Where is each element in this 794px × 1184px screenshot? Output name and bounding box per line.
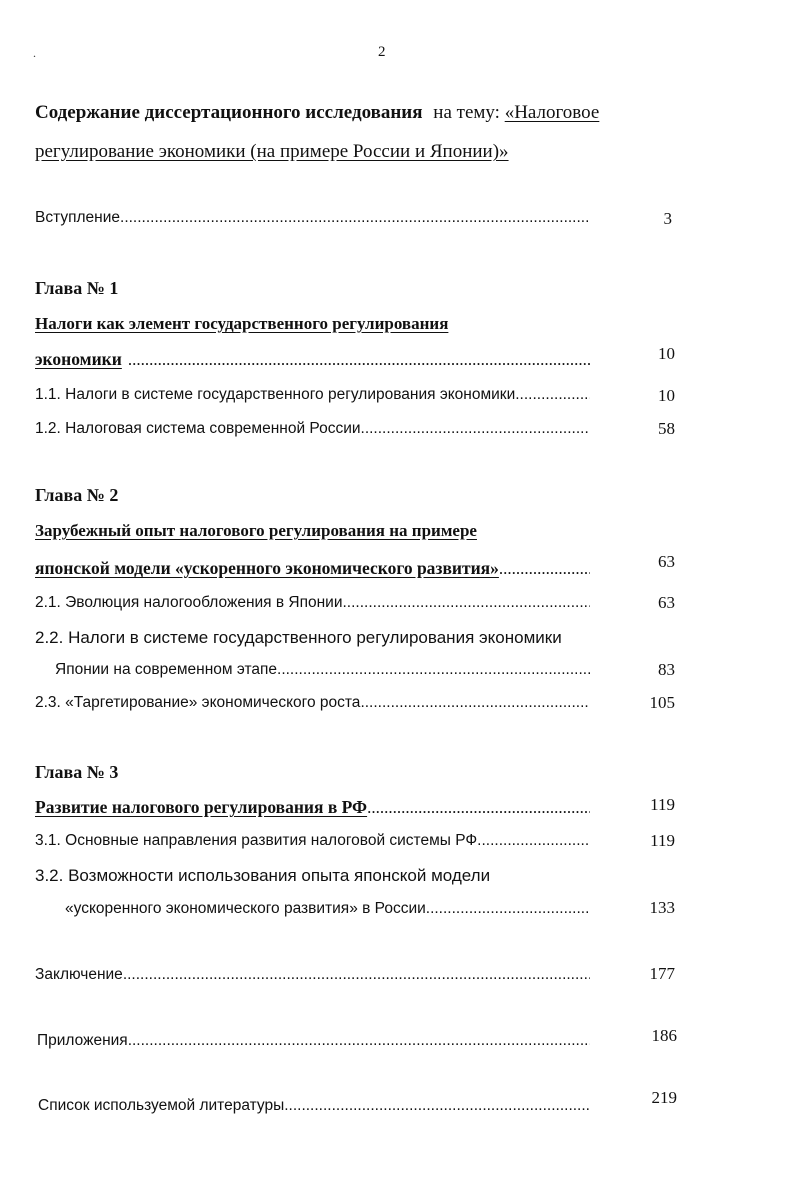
toc-section-2-2-line2 xyxy=(55,661,590,679)
toc-section-2-2-line1: 2.2. Налоги в системе государственного регулирования экономики xyxy=(35,628,562,647)
title-bold: Содержание диссертационного исследования xyxy=(35,102,423,123)
page-number: 2 xyxy=(378,44,386,60)
leader-dots xyxy=(123,966,590,984)
section-3-2-page: 133 xyxy=(649,898,675,917)
section-1-1-page: 10 xyxy=(658,386,675,405)
title-underlined-1: «Налоговое xyxy=(504,102,600,123)
title-line-2: регулирование экономики (на примере России и Японии)» xyxy=(35,141,509,162)
chapter3-title-text: Развитие налогового регулирования в РФ xyxy=(35,797,368,817)
toc-section-3-1 xyxy=(35,832,590,850)
section-3-1-page: 119 xyxy=(650,831,675,850)
toc-appendices xyxy=(37,1032,590,1050)
leader-dots xyxy=(120,209,590,227)
chapter1-heading: Глава № 1 xyxy=(35,278,119,298)
leader-dots xyxy=(128,1032,590,1050)
toc-bibliography-label: Список используемой литературы xyxy=(38,1097,285,1114)
leader-dots xyxy=(128,350,590,370)
toc-section-2-1 xyxy=(35,594,590,612)
chapter2-title-line1: Зарубежный опыт налогового регулирования на примере xyxy=(35,521,477,540)
section-label: 1.2. Налоговая система современной России xyxy=(35,420,361,437)
chapter2-title-line2-text: японской модели «ускоренного экономического развития» xyxy=(35,558,499,578)
section-2-3-page: 105 xyxy=(649,693,675,712)
leader-dots xyxy=(499,559,590,579)
leader-dots xyxy=(343,594,591,612)
chapter2-heading: Глава № 2 xyxy=(35,485,119,505)
leader-dots xyxy=(515,386,590,404)
chapter3-heading: Глава № 3 xyxy=(35,762,119,782)
toc-section-1-2 xyxy=(35,420,590,438)
toc-appendices-page: 186 xyxy=(651,1026,677,1045)
leader-dots xyxy=(277,661,590,679)
toc-section-1-1 xyxy=(35,386,590,404)
chapter3-title xyxy=(35,797,590,818)
section-label: 2.3. «Таргетирование» экономического роста xyxy=(35,694,361,711)
chapter3-title-page: 119 xyxy=(650,795,675,814)
section-1-2-page: 58 xyxy=(658,419,675,438)
toc-conclusion-page: 177 xyxy=(649,964,675,983)
section-label: Японии на современном этапе xyxy=(55,661,278,678)
stray-mark: . xyxy=(33,46,36,60)
leader-dots xyxy=(360,694,590,712)
chapter1-title-line2 xyxy=(35,349,590,370)
toc-intro xyxy=(35,209,590,227)
section-2-1-page: 63 xyxy=(658,593,675,612)
chapter1-title-page: 10 xyxy=(658,344,675,363)
toc-section-2-3 xyxy=(35,694,590,712)
section-label: 3.1. Основные направления развития налоговой системы РФ xyxy=(35,832,478,849)
toc-intro-page: 3 xyxy=(663,209,672,228)
section-label: 1.1. Налоги в системе государственного регулирования экономики xyxy=(35,386,516,403)
toc-conclusion xyxy=(35,966,590,984)
chapter2-title-line2 xyxy=(35,558,590,579)
toc-section-3-2-line2 xyxy=(65,900,590,918)
leader-dots xyxy=(284,1097,590,1115)
title-mid: на тему: xyxy=(433,102,500,123)
toc-conclusion-label: Заключение xyxy=(35,966,123,983)
toc-intro-label: Вступление xyxy=(35,209,121,226)
toc-appendices-label: Приложения xyxy=(37,1032,128,1049)
leader-dots xyxy=(367,798,590,818)
chapter2-title-page: 63 xyxy=(658,552,675,571)
toc-bibliography xyxy=(38,1097,590,1115)
toc-bibliography-page: 219 xyxy=(651,1088,677,1107)
chapter1-title-line2-text: экономики xyxy=(35,349,122,369)
leader-dots xyxy=(426,900,590,918)
chapter1-title-line1: Налоги как элемент государственного регулирования xyxy=(35,314,449,333)
section-label: «ускоренного экономического развития» в России xyxy=(65,900,426,917)
leader-dots xyxy=(477,832,590,850)
section-label: 2.1. Эволюция налогообложения в Японии xyxy=(35,594,343,611)
toc-section-3-2-line1: 3.2. Возможности использования опыта японской модели xyxy=(35,866,491,885)
leader-dots xyxy=(361,420,590,438)
title-line-1 xyxy=(35,102,599,124)
section-2-2-page: 83 xyxy=(658,660,675,679)
